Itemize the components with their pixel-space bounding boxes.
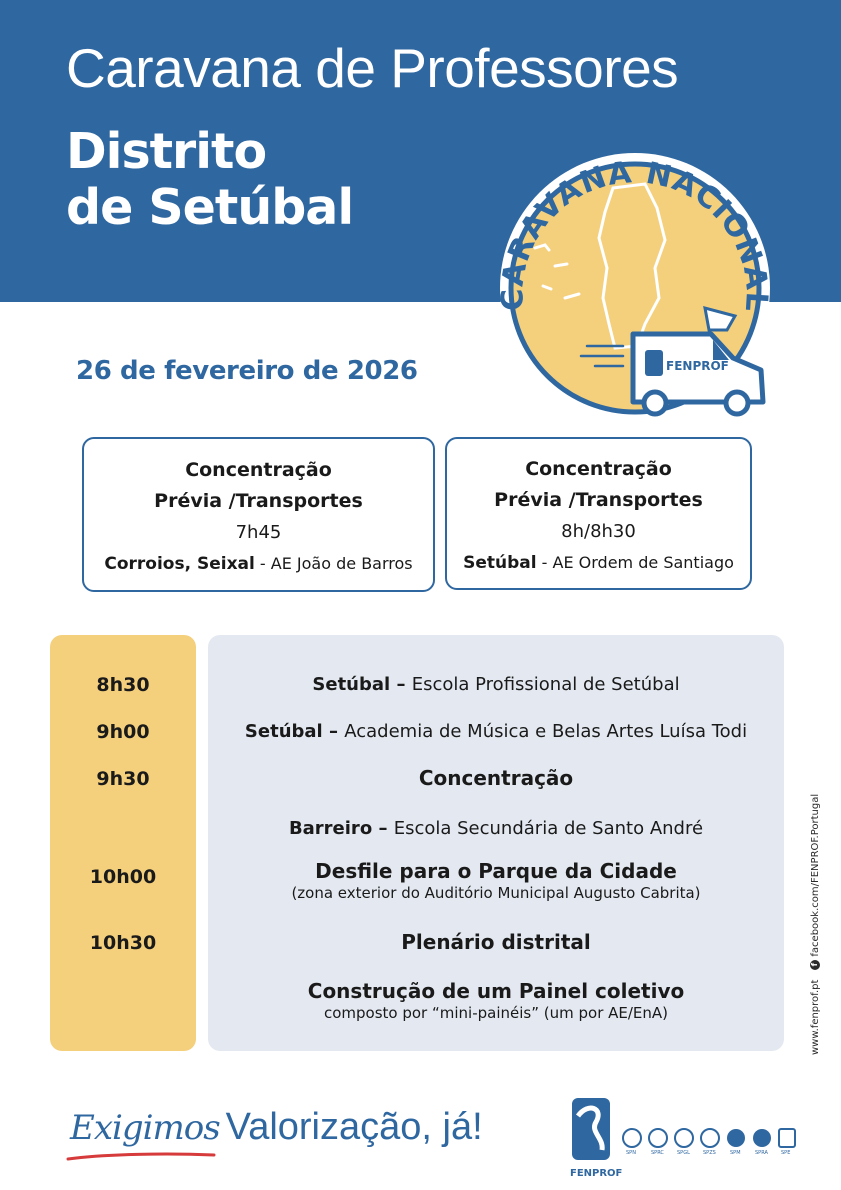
concentration-box-setubal	[445, 437, 752, 590]
schedule-times-column	[50, 635, 196, 1051]
fenprof-logo	[570, 1098, 622, 1179]
schedule-events-column	[208, 635, 784, 1051]
schedule-event	[208, 930, 784, 954]
caravana-nacional-badge	[495, 148, 775, 428]
badge-arc-text: CARAVANA NACIONAL	[495, 155, 774, 314]
union-logo-text: SPE	[781, 1150, 791, 1156]
box-location	[84, 548, 433, 580]
schedule-time: 10h30	[89, 932, 157, 954]
union-logo-text: SPN	[626, 1150, 636, 1156]
union-logo-text: SPM	[730, 1150, 741, 1156]
union-logo-text: SPRA	[755, 1150, 768, 1156]
schedule-event	[208, 766, 784, 790]
schedule-event	[208, 859, 784, 903]
box-heading-1: Concentração	[525, 458, 672, 480]
box-location-rest: - AE João de Barros	[254, 554, 413, 573]
fenprof-logo-text: FENPROF	[570, 1168, 623, 1179]
box-location	[447, 547, 750, 579]
slogan-script: Exigimos	[70, 1108, 220, 1148]
event-title: Construção de um Painel coletivo	[307, 979, 685, 1003]
event-subtext: composto por “mini-painéis” (um por AE/EnA)	[323, 1004, 669, 1022]
box-time: 8h/8h30	[561, 521, 636, 542]
schedule-time: 8h30	[96, 674, 150, 696]
side-contacts	[810, 794, 821, 1055]
event-text: Escola Profissional de Setúbal	[411, 674, 680, 695]
swoosh-underline	[66, 1150, 216, 1162]
event-title: Desfile para o Parque da Cidade	[315, 859, 677, 883]
event-text: Escola Secundária de Santo André	[393, 818, 704, 839]
subtitle-line-1: Distrito	[66, 123, 267, 180]
box-location-bold: Corroios, Seixal	[104, 554, 255, 574]
page-subtitle	[66, 124, 353, 236]
box-time: 7h45	[235, 522, 282, 543]
slogan-text: Valorização, já!	[225, 1106, 483, 1148]
schedule-event	[208, 979, 784, 1023]
box-heading-2: Prévia /Transportes	[494, 489, 703, 511]
union-logos	[623, 1129, 795, 1156]
event-bold: Barreiro –	[288, 818, 394, 839]
subtitle-line-2: de Setúbal	[66, 179, 354, 236]
schedule-event	[208, 721, 784, 742]
box-heading-2: Prévia /Transportes	[154, 490, 363, 512]
schedule-event	[208, 818, 784, 839]
event-date: 26 de fevereiro de 2026	[76, 356, 418, 386]
facebook-icon: f	[810, 960, 820, 970]
box-location-rest: - AE Ordem de Santiago	[536, 553, 734, 572]
union-logo-text: SPZS	[703, 1150, 716, 1156]
event-text: Academia de Música e Belas Artes Luísa Todi	[344, 721, 748, 742]
union-logo-text: SPGL	[677, 1150, 690, 1156]
box-location-bold: Setúbal	[463, 553, 537, 573]
concentration-box-corroios	[82, 437, 435, 592]
schedule-event	[208, 674, 784, 695]
event-bold: Setúbal –	[244, 721, 345, 742]
event-bold: Setúbal –	[312, 674, 412, 695]
schedule-time: 9h00	[96, 721, 150, 743]
union-logo-text: SPRC	[651, 1150, 664, 1156]
website-link[interactable]: www.fenprof.pt	[810, 979, 821, 1055]
box-heading-1: Concentração	[185, 459, 332, 481]
fenprof-logos	[568, 1092, 798, 1184]
schedule-time: 10h00	[89, 866, 157, 888]
facebook-link[interactable]: facebook.com/FENPROF.Portugal	[810, 793, 821, 957]
page-title: Caravana de Professores	[66, 37, 679, 99]
event-title: Plenário distrital	[401, 930, 591, 954]
event-subtext: (zona exterior do Auditório Municipal Augusto Cabrita)	[291, 884, 701, 902]
slogan	[70, 1106, 483, 1149]
van-fenprof-text: FENPROF	[666, 359, 729, 373]
schedule-time: 9h30	[96, 768, 150, 790]
event-title: Concentração	[418, 766, 574, 790]
